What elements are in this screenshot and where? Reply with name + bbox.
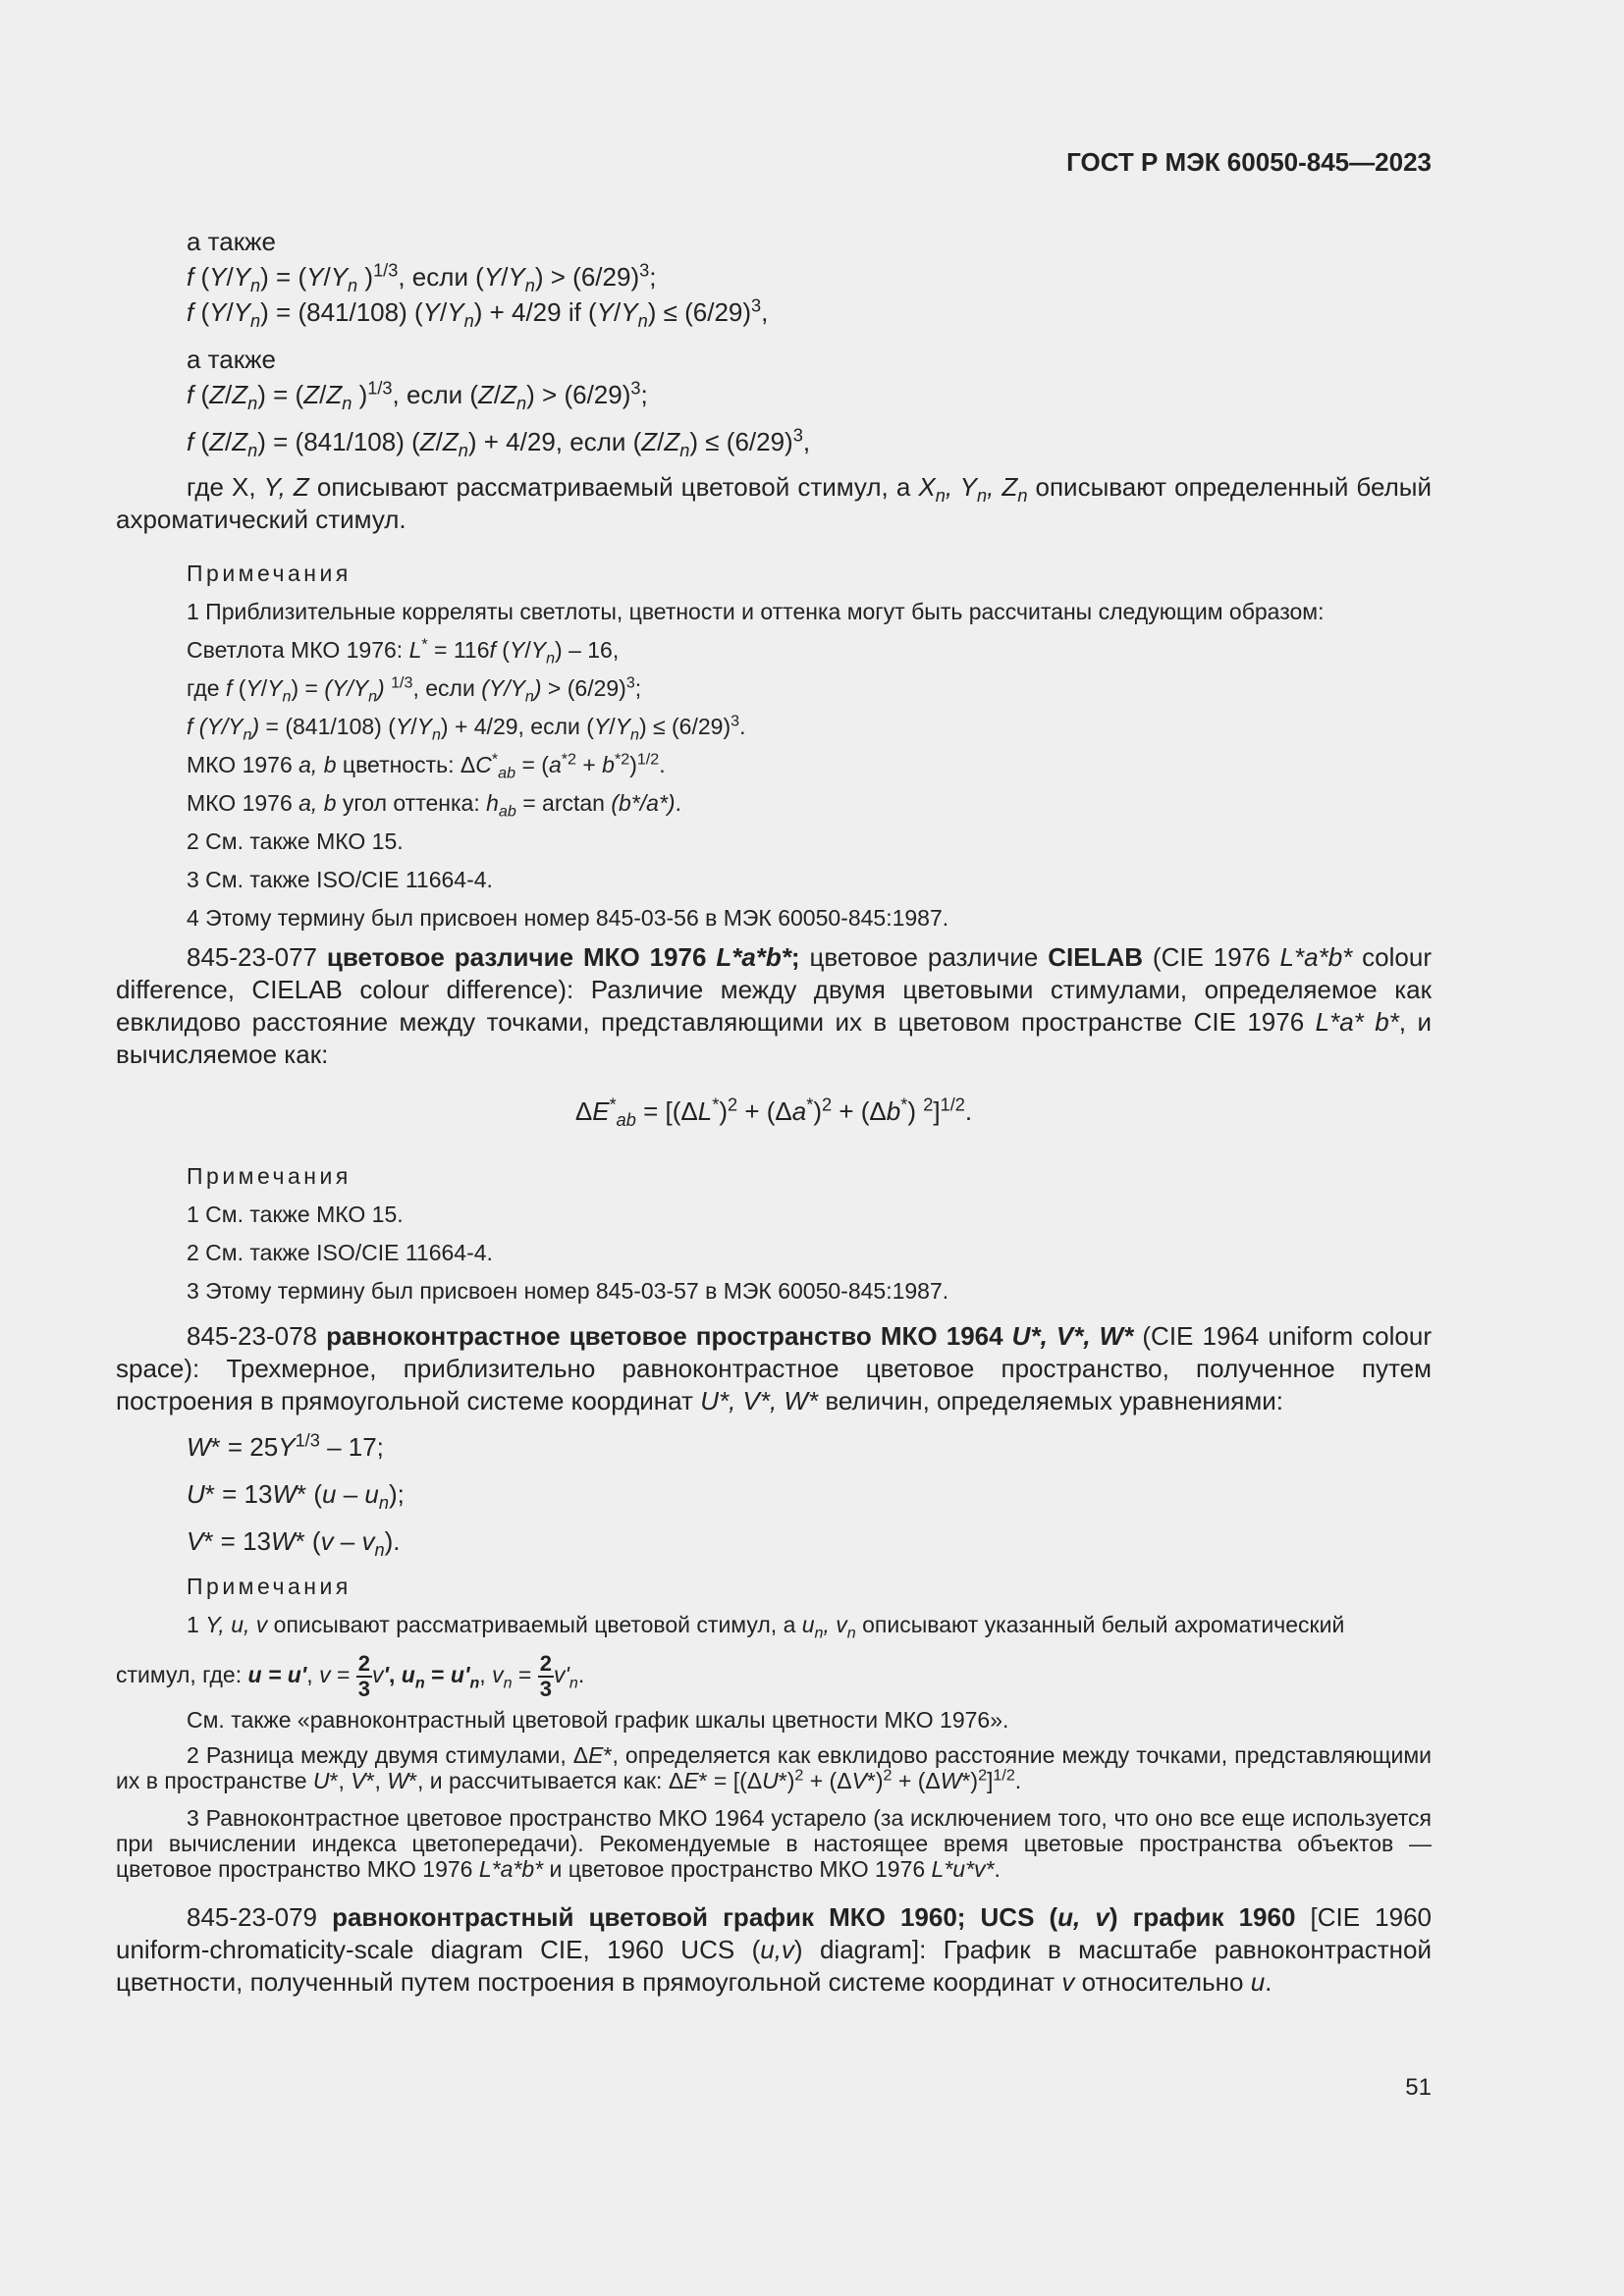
equation-w: $W* = 25Y^{1/3} - 17$; bbox=[187, 1430, 384, 1462]
formula-line: f $(Z/Z_n) = (841/108) (Z/Z_n) + 4/29$, если $(Z/Z_n) \le (6/29)^3$, bbox=[187, 425, 811, 461]
fraction-two-thirds: $\frac{2}{3}$ bbox=[539, 1650, 552, 1701]
term-845-23-077: 845-23-077 цветовое различие МКО 1976 L*a*b*; цветовое различие CIELAB (CIE 1976 L*a*b* colour difference, CIELAB colour difference): Различие между двумя цветовыми стимулами, определяемое как евклидово расстояние между точками, представляющими их в цветовом пространстве CIE 1976 L*a* b*, и вычисляемое как: bbox=[116, 942, 1432, 1069]
note-item: 3 См. также ISO/CIE 11664-4. bbox=[187, 867, 493, 892]
where-paragraph: где X, Y, Z описывают рассматриваемый цветовой стимул, а $X_n$, $Y_n$, $Z_n$ описывают определенный белый ахроматический стимул. bbox=[116, 472, 1433, 534]
note-item: 3 Равноконтрастное цветовое пространство МКО 1964 устарело (за исключением того, что оно все еще используется при вычислении индекса цветопередачи). Рекомендуемые в настоящее время цветовые пространства объектов — цветовое пространство МКО 1976 L*a*b* и цветовое пространство МКО 1976 L*u*v*. bbox=[116, 1805, 1432, 1882]
notes-heading: Примечания bbox=[187, 561, 352, 586]
term-845-23-078: 845-23-078 равноконтрастное цветовое пространство МКО 1964 U*, V*, W* (CIE 1964 uniform colour space): Трехмерное, приблизительно равноконтрастное цветовое пространство, полученное путем построения в прямоугольной системе координат U*, V*, W* величин, определяемых уравнениями: bbox=[116, 1321, 1432, 1415]
standard-header: ГОСТ Р МЭК 60050-845—2023 bbox=[1066, 147, 1432, 177]
note-item: 1 Приблизительные корреляты светлоты, цветности и оттенка могут быть рассчитаны следующим образом: bbox=[187, 599, 1325, 624]
note-item: стимул, где: u = u', v = $\frac{2}{3}$ v', $u_n = u'_n$, $v_n$ = $\frac{2}{3}$ $v'_n$. bbox=[116, 1650, 585, 1701]
note-item: 1 См. также МКО 15. bbox=[187, 1201, 404, 1227]
notes-heading: Примечания bbox=[187, 1574, 352, 1599]
note-item: 4 Этому термину был присвоен номер 845-03-56 в МЭК 60050-845:1987. bbox=[187, 905, 949, 931]
note-item: 2 Разница между двумя стимулами, ΔE*, определяется как евклидово расстояние между точками, представляющими их в пространстве U*, V*, W*, и рассчитывается как: $\Delta E* = [(\Delta U*)^2 + (\Delta V*)^2 + (\Delta W*)^2]^{1/2}$. bbox=[116, 1742, 1433, 1793]
equation-v: V* = 13W* $(v - v_n)$. bbox=[187, 1526, 401, 1561]
equation-u: U* = 13W* $(u - u_n)$; bbox=[187, 1479, 405, 1514]
note-item: МКО 1976 a, b цветность: $\Delta C^*_{ab} = (a^{*2} + b^{*2})^{1/2}$. bbox=[187, 750, 666, 782]
note-item: Светлота МКО 1976: L* = 116f $(Y/Y_n) - 16$, bbox=[187, 635, 620, 667]
note-item: 2 См. также МКО 15. bbox=[187, 828, 404, 854]
fraction-two-thirds: $\frac{2}{3}$ bbox=[357, 1650, 371, 1701]
formula-line: f $(Z/Z_n) = (Z/Z_n$ )$^{1/3}$, если $(Z/Z_n) > (6/29)^3$; bbox=[187, 378, 648, 414]
note-item: МКО 1976 a, b угол оттенка: $h_{ab} = \arctan (b*/a*)$. bbox=[187, 790, 681, 821]
page-number: 51 bbox=[1405, 2074, 1432, 2101]
page-content bbox=[116, 224, 1432, 2010]
text-line: а также bbox=[187, 345, 276, 374]
term-845-23-079: 845-23-079 равноконтрастный цветовой график МКО 1960; UCS (u, v) график 1960 [CIE 1960 uniform-chromaticity-scale diagram CIE, 1960 UCS (u,v) diagram]: График в масштабе равноконтрастной цветности, полученный путем построения в прямоугольной системе координат v относительно u. bbox=[116, 1902, 1432, 1997]
note-item: f $(Y/Y_n) = (841/108) (Y/Y_n) + 4/29$, если $(Y/Y_n) \le (6/29)^3$. bbox=[187, 712, 746, 744]
formula-delta-e-ab: $\Delta E^*_{ab} = [(\Delta L^*)^2 + (\Delta a^*)^2 + (\Delta b^*)$ $^2$]$^{1/2}$. bbox=[574, 1095, 973, 1131]
formula-line: f $(Y/Y_n) = (Y/Y_n$ )$^{1/3}$, если $(Y/Y_n) > (6/29)^3$; bbox=[187, 260, 657, 296]
notes-heading: Примечания bbox=[187, 1163, 352, 1189]
text-line: а также bbox=[187, 227, 276, 256]
formula-line: f $(Y/Y_n) = (841/108) (Y/Y_n) + 4/29$ if $(Y/Y_n) \le (6/29)^3$, bbox=[187, 295, 769, 332]
note-item: 3 Этому термину был присвоен номер 845-03-57 в МЭК 60050-845:1987. bbox=[187, 1278, 949, 1304]
note-item: См. также «равноконтрастный цветовой график шкалы цветности МКО 1976». bbox=[187, 1707, 1009, 1733]
note-item: 1 Y, u, v описывают рассматриваемый цветовой стимул, а $u_n$, $v_n$ описывают указанный белый ахроматический bbox=[187, 1612, 1345, 1642]
note-item: 2 См. также ISO/CIE 11664-4. bbox=[187, 1240, 493, 1265]
note-item: где f $(Y/Y_n) = (Y/Y_n)$ $^{1/3}$, если $(Y/Y_n) > (6/29)^3$; bbox=[187, 673, 642, 706]
